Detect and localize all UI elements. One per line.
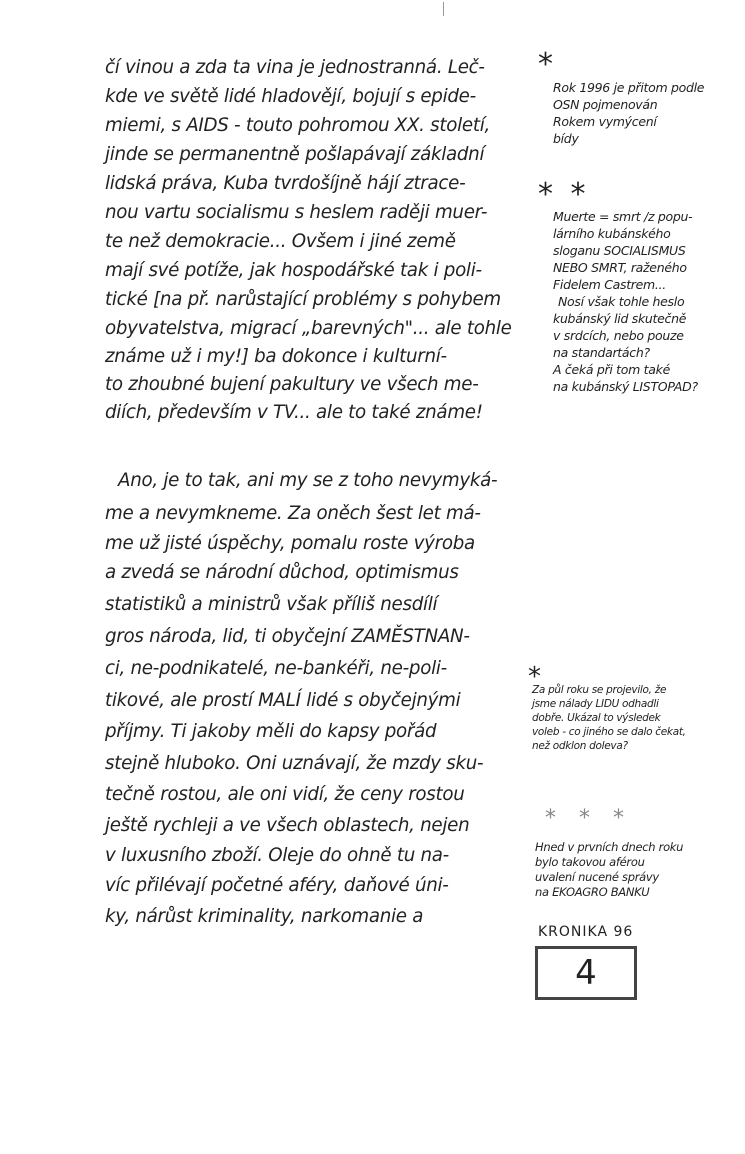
- text-line: tické [na př. narůstající problémy s pohybem: [105, 288, 501, 310]
- text-line: a zvedá se národní důchod, optimismus: [105, 561, 459, 583]
- note-line: jsme nálady LIDU odhadli: [532, 698, 659, 710]
- text-line: me už jisté úspěchy, pomalu roste výroba: [105, 532, 475, 554]
- text-line: me a nevymkneme. Za oněch šest let má-: [105, 502, 481, 524]
- text-line: stejně hluboko. Oni uznávají, že mzdy sku-: [105, 752, 484, 774]
- text-line: kde ve světě lidé hladovějí, bojují s epide-: [105, 85, 476, 107]
- note-line: lárního kubánského: [553, 226, 671, 241]
- text-line: mají své potíže, jak hospodářské tak i poli-: [105, 259, 482, 281]
- scan-mark: [443, 2, 444, 16]
- note-line: Rokem vymýcení: [553, 114, 657, 129]
- note-line: OSN pojmenován: [553, 97, 658, 112]
- note-line: na kubánský LISTOPAD?: [553, 379, 698, 394]
- note-line: Rok 1996 je přitom podle: [553, 80, 705, 95]
- note-line: Hned v prvních dnech roku: [535, 840, 684, 854]
- page-number-box: [535, 946, 637, 1000]
- text-line: te než demokracie... Ovšem i jiné země: [105, 230, 456, 252]
- note-line: na standartách?: [553, 345, 650, 360]
- chronicle-label: KRONIKA 96: [538, 924, 634, 940]
- note-line: bylo takovou aférou: [535, 855, 645, 869]
- note-line: sloganu SOCIALISMUS: [553, 243, 686, 258]
- note-line: než odklon doleva?: [532, 740, 628, 752]
- text-line: obyvatelstva, migrací „barevných"... ale tohle: [105, 317, 512, 339]
- note-line: voleb - co jiného se dalo čekat,: [532, 726, 686, 738]
- text-line: lidská práva, Kuba tvrdošíjně hájí ztrace-: [105, 172, 466, 194]
- note-line: bídy: [553, 131, 579, 146]
- note-line: kubánský lid skutečně: [553, 311, 687, 326]
- note-line: A čeká při tom také: [553, 362, 670, 377]
- text-line: tečně rostou, ale oni vidí, že ceny rostou: [105, 783, 465, 805]
- note-line: Za půl roku se projevilo, že: [532, 684, 667, 696]
- asterisk-icon: * *: [538, 177, 590, 212]
- text-line: tikové, ale prostí MALÍ lidé s obyčejnými: [105, 689, 461, 711]
- text-line: víc přilévají početné aféry, daňové úni-: [105, 874, 449, 896]
- asterisk-icon: *: [528, 662, 541, 692]
- text-line: jinde se permanentně pošlapávají základní: [105, 143, 485, 165]
- text-line: čí vinou a zda ta vina je jednostranná. Leč-: [105, 56, 485, 78]
- text-line: diích, především v TV... ale to také známe!: [105, 401, 483, 423]
- text-line: statistiků a ministrů však příliš nesdílí: [105, 593, 438, 615]
- note-line: NEBO SMRT, raženého: [553, 260, 687, 275]
- text-line: gros národa, lid, ti obyčejní ZAMĚSTNAN-: [105, 625, 470, 647]
- text-line: ještě rychleji a ve všech oblastech, nejen: [105, 814, 470, 836]
- text-line: v luxusního zboží. Oleje do ohně tu na-: [105, 844, 449, 866]
- note-line: Fidelem Castrem...: [553, 277, 666, 292]
- text-line: známe už i my!] ba dokonce i kulturní-: [105, 345, 447, 367]
- note-line: Nosí však tohle heslo: [558, 294, 685, 309]
- text-line: nou vartu socialismu s heslem raději muer-: [105, 201, 488, 223]
- text-line: příjmy. Ti jakoby měli do kapsy pořád: [105, 720, 437, 742]
- text-line: ci, ne-podnikatelé, ne-bankéři, ne-poli-: [105, 657, 447, 679]
- asterisk-icon: *: [538, 47, 553, 82]
- text-line: ky, nárůst kriminality, narkomanie a: [105, 905, 424, 927]
- note-line: dobře. Ukázal to výsledek: [532, 712, 661, 724]
- text-line: miemi, s AIDS - touto pohromou XX. století,: [105, 114, 491, 136]
- text-line: Ano, je to tak, ani my se z toho nevymyká-: [118, 469, 498, 491]
- note-line: v srdcích, nebo pouze: [553, 328, 684, 343]
- asterisk-icon: * * *: [545, 806, 632, 831]
- note-line: na EKOAGRO BANKU: [535, 885, 650, 899]
- page-number: 4: [575, 953, 597, 993]
- note-line: Muerte = smrt /z popu-: [553, 209, 693, 224]
- note-line: uvalení nucené správy: [535, 870, 659, 884]
- text-line: to zhoubné bujení pakultury ve všech me-: [105, 373, 479, 395]
